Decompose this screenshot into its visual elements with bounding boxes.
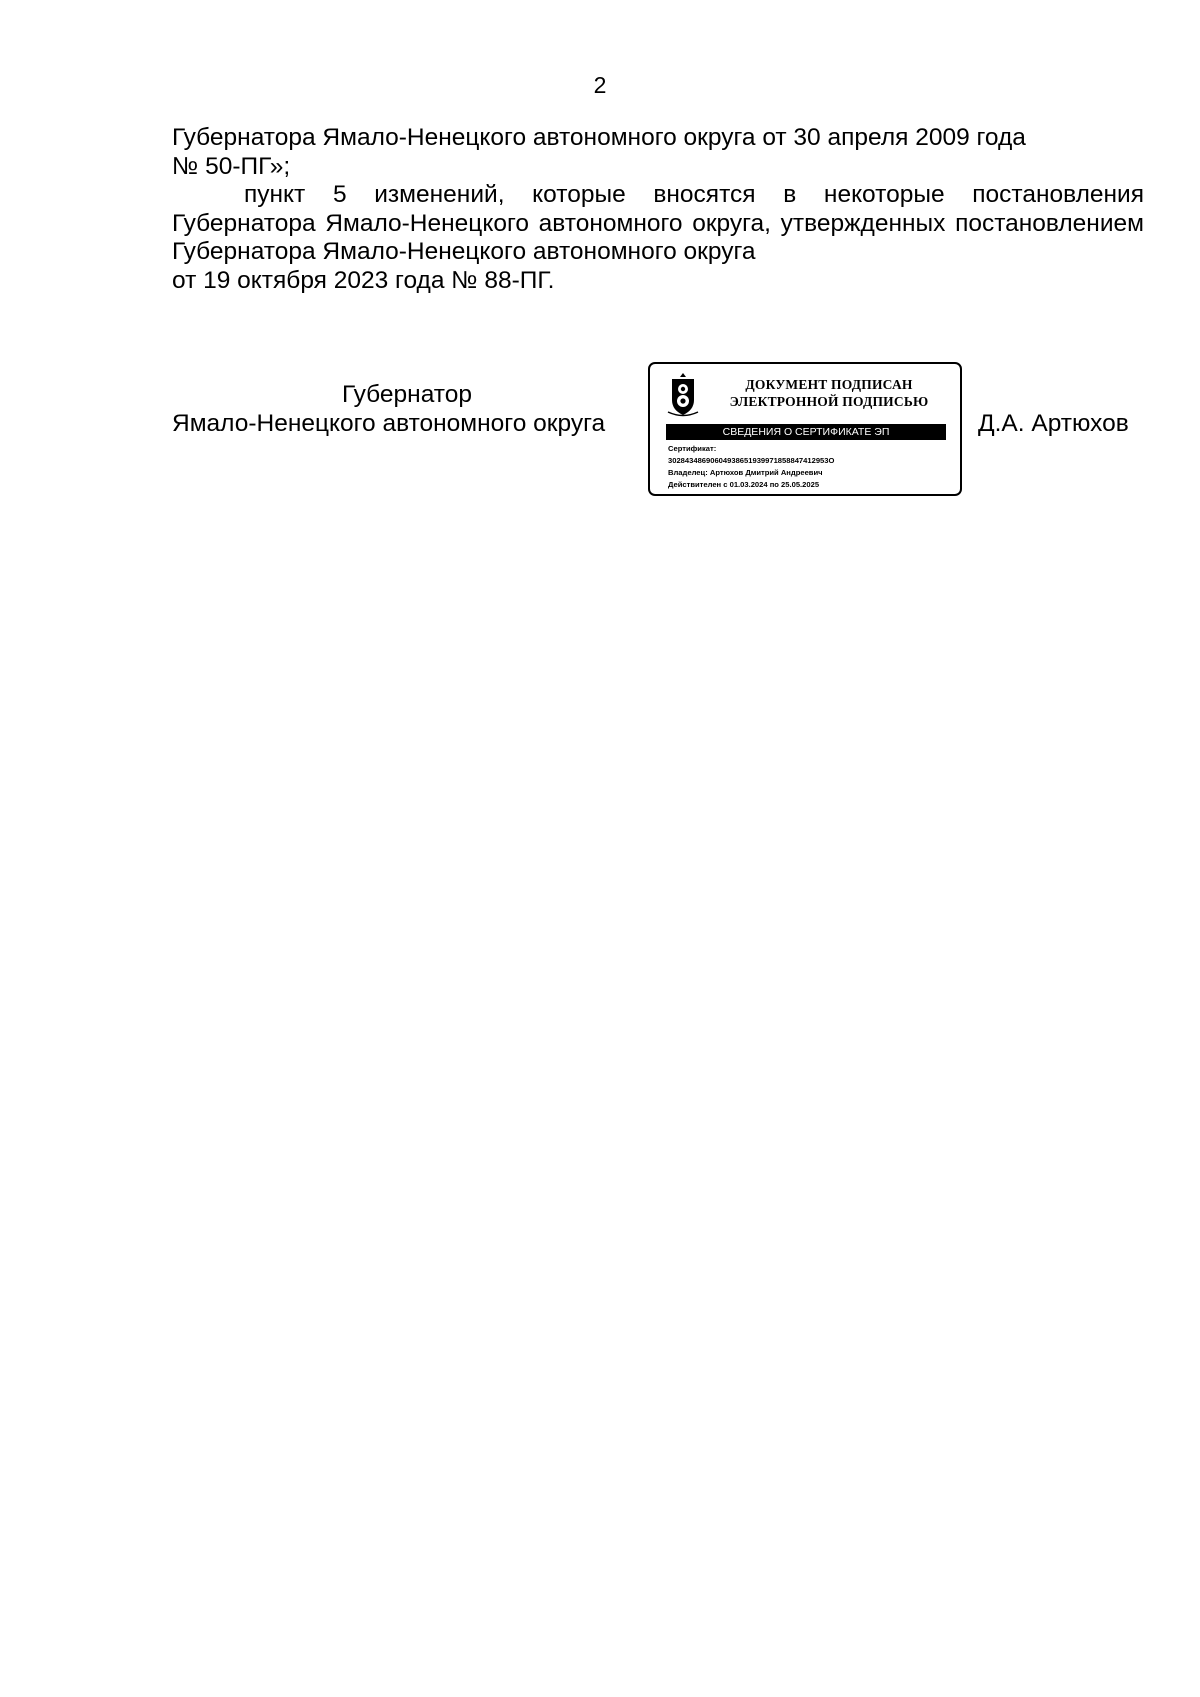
text-line: от 19 октября 2023 года № 88-ПГ.	[172, 266, 555, 294]
signatory-name: Д.А. Артюхов	[978, 410, 1129, 437]
electronic-signature-stamp	[648, 362, 962, 496]
coat-of-arms-icon	[666, 372, 700, 418]
paragraph-2	[172, 181, 1144, 295]
stamp-heading-line-2: ЭЛЕКТРОННОЙ ПОДПИСЬЮ	[729, 394, 929, 409]
certificate-owner: Владелец: Артюхов Дмитрий Андреевич	[668, 468, 823, 477]
stamp-heading-line-1: ДОКУМЕНТ ПОДПИСАН	[745, 377, 913, 392]
signatory-title-line-1: Губернатор	[342, 381, 472, 408]
text-line: Губернатора Ямало-Ненецкого автономного округа от 30 апреля 2009 года	[172, 124, 1026, 151]
certificate-info-bar: СВЕДЕНИЯ О СЕРТИФИКАТЕ ЭП	[666, 424, 946, 440]
text-line: Губернатора Ямало-Ненецкого автономного округа, утвержденных	[172, 209, 946, 237]
text-line: постановлением Губернатора Ямало-Ненецкого автономного округа	[172, 209, 1144, 265]
signatory-title	[172, 380, 642, 438]
stamp-heading	[708, 376, 950, 410]
signatory-title-line-2: Ямало-Ненецкого автономного округа	[172, 410, 606, 437]
certificate-validity: Действителен с 01.03.2024 по 25.05.2025	[668, 480, 820, 489]
paragraph-1	[172, 124, 1144, 181]
certificate-label: Сертификат:	[668, 444, 717, 453]
certificate-number: 30284348690604938651939971858847412953O	[668, 456, 835, 465]
document-body	[172, 124, 1144, 295]
text-line: пункт 5 изменений, которые вносятся в некоторые постановления	[244, 181, 1144, 208]
certificate-details	[668, 443, 834, 491]
page-number: 2	[593, 72, 607, 98]
text-line: № 50-ПГ»;	[172, 152, 291, 180]
